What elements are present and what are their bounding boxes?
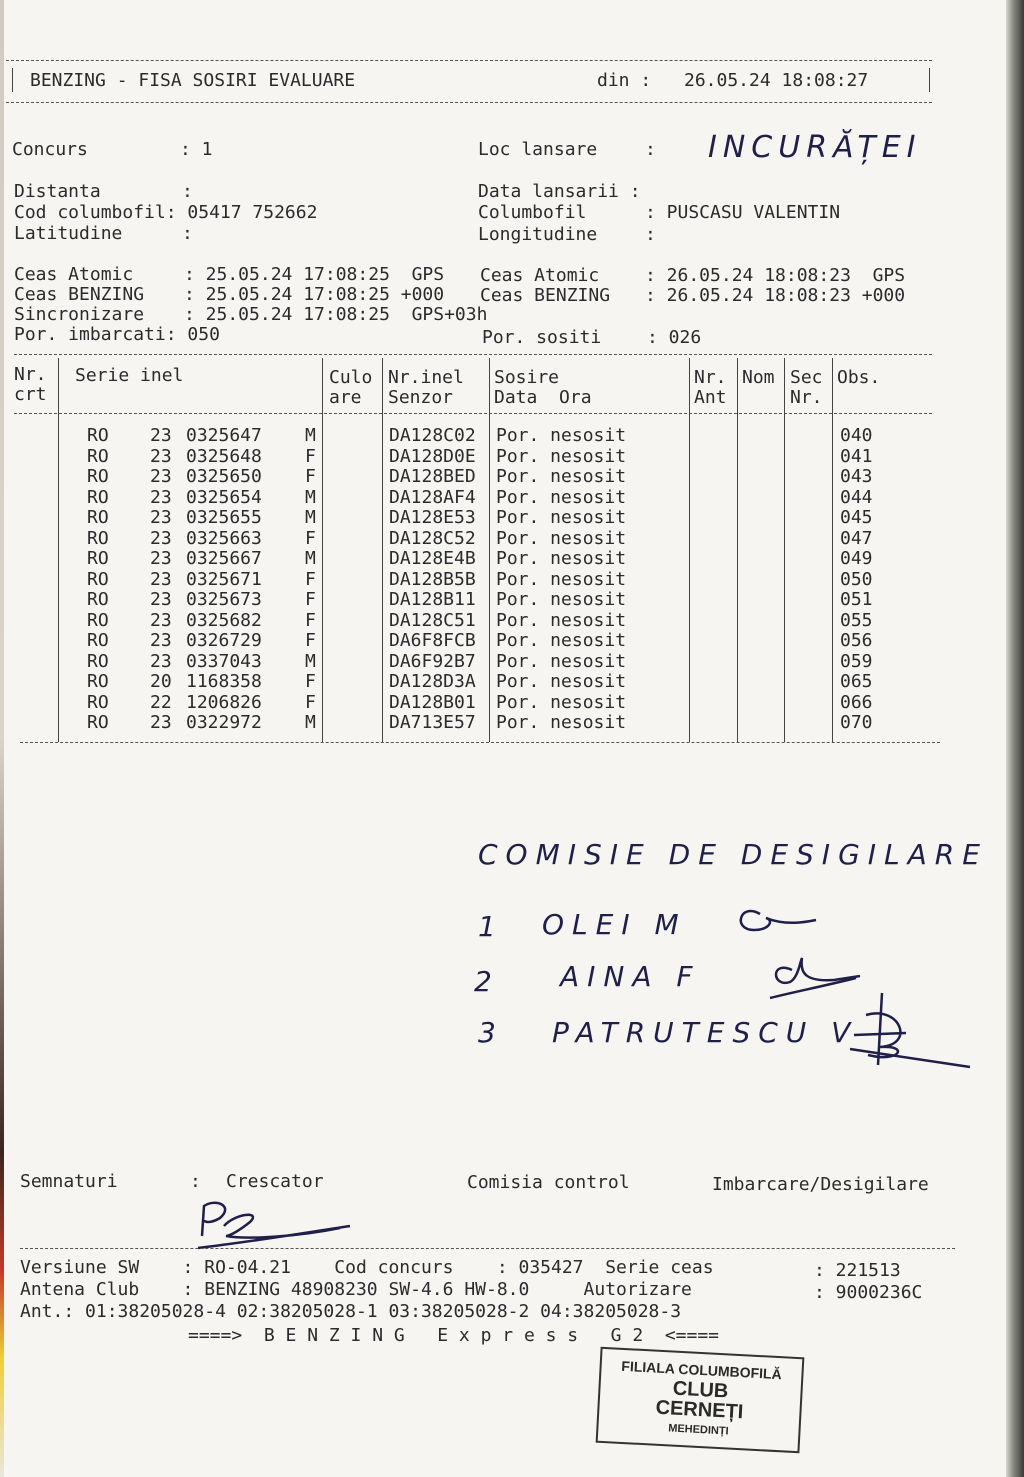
col-header-obs: Obs. — [837, 367, 881, 388]
stamp-line-2: CLUB — [672, 1377, 729, 1403]
stamp-line-3: CERNEȚI — [655, 1396, 744, 1424]
observation-number: 056 — [840, 630, 873, 651]
ring-year: 23 — [150, 650, 172, 672]
ring-year: 23 — [150, 568, 172, 590]
arrival-status: Por. nesosit — [496, 691, 627, 713]
pigeon-sex: F — [305, 445, 316, 467]
col-header-nr-inel: Nr.inel — [388, 367, 464, 388]
table-row — [0, 508, 1010, 528]
ring-year: 22 — [150, 691, 172, 713]
ring-country: RO — [87, 691, 109, 713]
pigeon-sex: M — [305, 712, 316, 733]
col-header-nom: Nom — [742, 367, 775, 388]
ring-year: 23 — [150, 630, 172, 651]
ceas-atomic-start-value: : 25.05.24 17:08:25 GPS — [184, 264, 445, 285]
table-row — [0, 590, 1010, 610]
ring-year: 23 — [150, 712, 172, 733]
stamp-line-1: FILIALA COLUMBOFILĂ — [621, 1357, 783, 1383]
ceas-benzing-start-label: Ceas BENZING — [14, 284, 145, 305]
antena-club-line: Antena Club : BENZING 48908230 SW-4.6 HW-8.0 Autorizare — [20, 1279, 692, 1300]
ceas-atomic-end-label: Ceas Atomic — [480, 265, 600, 286]
observation-number: 070 — [840, 712, 873, 733]
ring-number: 0325654 — [186, 486, 262, 508]
pigeon-sex: M — [305, 548, 316, 569]
commission-member-1-name: OLEI M — [542, 908, 687, 941]
footer-top-rule — [20, 1248, 955, 1249]
col-header-serie: Serie inel — [75, 365, 184, 386]
table-header-rule — [14, 413, 932, 414]
ring-number: 0325671 — [186, 568, 262, 590]
commission-title-handwritten: COMISIE DE DESIGILARE — [478, 838, 988, 871]
ring-country: RO — [87, 507, 109, 528]
ring-year: 23 — [150, 425, 172, 446]
observation-number: 059 — [840, 650, 873, 672]
sincronizare-label: Sincronizare — [14, 304, 145, 325]
sensor-id: DA128BED — [389, 466, 476, 487]
arrival-status: Por. nesosit — [496, 589, 627, 610]
columbofil-value: : PUSCASU VALENTIN — [645, 202, 841, 223]
observation-number: 055 — [840, 609, 873, 631]
arrival-status: Por. nesosit — [496, 466, 627, 487]
ring-number: 0325648 — [186, 445, 262, 467]
ring-year: 20 — [150, 671, 172, 692]
pigeon-sex: F — [305, 466, 316, 487]
observation-number: 044 — [840, 486, 873, 508]
sincronizare-value: : 25.05.24 17:08:25 GPS+03h — [184, 304, 488, 325]
arrival-status: Por. nesosit — [496, 486, 627, 508]
ring-number: 0337043 — [186, 650, 262, 672]
latitudine-label: Latitudine — [14, 223, 123, 244]
porumbei-sositi-value: : 026 — [647, 327, 702, 348]
ring-country: RO — [87, 609, 109, 631]
observation-number: 066 — [840, 691, 873, 713]
ring-number: 0325655 — [186, 507, 262, 528]
col-header-culoare-2: are — [329, 387, 362, 408]
document-title: BENZING - FISA SOSIRI EVALUARE — [30, 70, 356, 91]
ceas-benzing-end-value: : 26.05.24 18:08:23 +000 — [645, 285, 906, 306]
arrival-status: Por. nesosit — [496, 568, 627, 590]
commission-member-3-name: PATRUTESCU V — [552, 1016, 859, 1049]
ring-number: 0325663 — [186, 527, 262, 549]
col-header-culoare-1: Culo — [329, 367, 373, 388]
col-header-sec: Sec — [790, 367, 823, 388]
arrival-status: Por. nesosit — [496, 630, 627, 651]
commission-member-2-name: AINA F — [560, 960, 701, 993]
commission-member-2-number: 2 — [474, 965, 500, 998]
paper-edge-left — [0, 0, 4, 1477]
pigeon-sex: M — [305, 650, 316, 672]
print-datetime: 26.05.24 18:08:27 — [684, 70, 869, 91]
ring-number: 0325647 — [186, 425, 262, 446]
longitudine-label: Longitudine — [478, 224, 598, 245]
ring-number: 0325673 — [186, 589, 262, 610]
pigeon-sex: F — [305, 609, 316, 631]
table-row — [0, 549, 1010, 569]
signature-crescator — [190, 1196, 360, 1256]
table-row — [0, 652, 1010, 672]
ring-country: RO — [87, 568, 109, 590]
observation-number: 047 — [840, 527, 873, 549]
table-row — [0, 426, 1010, 446]
porumbei-imbarcati: Por. imbarcati: 050 — [14, 324, 220, 345]
header-top-rule — [6, 60, 932, 61]
concurs-label: Concurs — [12, 139, 88, 160]
ring-country: RO — [87, 466, 109, 487]
antenna-list: Ant.: 01:38205028-4 02:38205028-1 03:38205028-2 04:38205028-3 — [20, 1301, 682, 1322]
sensor-id: DA128B5B — [389, 568, 476, 590]
ring-year: 23 — [150, 466, 172, 487]
semnaturi-sep: : — [190, 1171, 201, 1192]
cod-columbofil: Cod columbofil: 05417 752662 — [14, 202, 318, 223]
sensor-id: DA128C02 — [389, 425, 476, 446]
commission-member-3-number: 3 — [478, 1016, 504, 1049]
sensor-id: DA6F8FCB — [389, 630, 476, 651]
versiune-sw-line: Versiune SW : RO-04.21 Cod concurs : 035427 Serie ceas — [20, 1257, 714, 1278]
ring-country: RO — [87, 589, 109, 610]
observation-number: 051 — [840, 589, 873, 610]
longitudine-sep: : — [645, 224, 656, 245]
data-lansarii-label: Data lansarii : — [478, 181, 641, 202]
ring-country: RO — [87, 527, 109, 549]
semnaturi-label: Semnaturi — [20, 1171, 118, 1192]
ring-year: 23 — [150, 589, 172, 610]
table-row — [0, 488, 1010, 508]
ceas-benzing-end-label: Ceas BENZING — [480, 285, 611, 306]
benzing-express-brand: ====> B E N Z I N G E x p r e s s G 2 <==== — [188, 1325, 720, 1346]
serie-ceas-value: : 221513 — [814, 1260, 901, 1281]
ring-year: 23 — [150, 548, 172, 569]
header-bottom-rule — [6, 102, 932, 103]
observation-number: 040 — [840, 425, 873, 446]
sensor-id: DA6F92B7 — [389, 650, 476, 672]
ring-number: 0326729 — [186, 630, 262, 651]
arrival-status: Por. nesosit — [496, 609, 627, 631]
distanta-sep: : — [182, 181, 193, 202]
sensor-id: DA128E53 — [389, 507, 476, 528]
ring-country: RO — [87, 650, 109, 672]
sensor-id: DA128C52 — [389, 527, 476, 549]
table-row — [0, 672, 1010, 692]
ring-country: RO — [87, 486, 109, 508]
table-row — [0, 693, 1010, 713]
ceas-benzing-start-value: : 25.05.24 17:08:25 +000 — [184, 284, 445, 305]
ring-year: 23 — [150, 486, 172, 508]
observation-number: 045 — [840, 507, 873, 528]
col-header-senzor: Senzor — [388, 387, 454, 408]
col-header-data-ora: Data Ora — [494, 387, 592, 408]
col-header-crt: crt — [14, 384, 47, 405]
ring-year: 23 — [150, 527, 172, 549]
ceas-atomic-start-label: Ceas Atomic — [14, 264, 134, 285]
loc-lansare-handwritten: INCURĂȚEI — [708, 130, 922, 165]
pigeon-sex: F — [305, 568, 316, 590]
din-label: din : — [597, 70, 652, 91]
table-row — [0, 631, 1010, 651]
pigeon-sex: F — [305, 691, 316, 713]
arrival-status: Por. nesosit — [496, 425, 627, 446]
col-header-sosire: Sosire — [494, 367, 560, 388]
signature-member-1 — [730, 900, 830, 940]
sensor-id: DA128C51 — [389, 609, 476, 631]
arrival-status: Por. nesosit — [496, 671, 627, 692]
table-top-rule — [14, 354, 932, 355]
pigeon-sex: M — [305, 486, 316, 508]
pigeon-sex: F — [305, 630, 316, 651]
distanta-label: Distanta — [14, 181, 101, 202]
table-bottom-rule — [20, 742, 940, 743]
pigeon-sex: F — [305, 527, 316, 549]
arrival-status: Por. nesosit — [496, 507, 627, 528]
ring-country: RO — [87, 425, 109, 446]
col-header-ant: Ant — [694, 387, 727, 408]
ring-number: 0325650 — [186, 466, 262, 487]
ring-number: 1206826 — [186, 691, 262, 713]
crescator-label: Crescator — [226, 1171, 324, 1192]
table-row — [0, 529, 1010, 549]
ceas-atomic-end-value: : 26.05.24 18:08:23 GPS — [645, 265, 906, 286]
sensor-id: DA128B11 — [389, 589, 476, 610]
col-header-nr: Nr. — [14, 364, 47, 385]
stamp-line-4: MEHEDINȚI — [667, 1422, 729, 1438]
loc-lansare-sep: : — [645, 139, 656, 160]
commission-member-1-number: 1 — [478, 910, 504, 943]
pigeon-sex: M — [305, 507, 316, 528]
sensor-id: DA128D3A — [389, 671, 476, 692]
arrival-status: Por. nesosit — [496, 712, 627, 733]
ring-number: 0325682 — [186, 609, 262, 631]
table-row — [0, 467, 1010, 487]
ring-country: RO — [87, 630, 109, 651]
imbarcare-desigilare-label: Imbarcare/Desigilare — [712, 1174, 929, 1195]
ring-year: 23 — [150, 445, 172, 467]
autorizare-value: : 9000236C — [814, 1282, 923, 1303]
ring-number: 0325667 — [186, 548, 262, 569]
ring-year: 23 — [150, 609, 172, 631]
sensor-id: DA128B01 — [389, 691, 476, 713]
loc-lansare-label: Loc lansare — [478, 139, 598, 160]
ring-number: 0322972 — [186, 712, 262, 733]
columbofil-label: Columbofil — [478, 202, 587, 223]
sensor-id: DA128AF4 — [389, 486, 476, 508]
signature-member-3 — [820, 985, 990, 1075]
comisia-control-label: Comisia control — [467, 1172, 630, 1193]
observation-number: 049 — [840, 548, 873, 569]
sensor-id: DA128D0E — [389, 445, 476, 467]
porumbei-sositi-label: Por. sositi — [482, 327, 602, 348]
pigeon-sex: F — [305, 671, 316, 692]
arrival-status: Por. nesosit — [496, 527, 627, 549]
table-row — [0, 447, 1010, 467]
pigeon-sex: F — [305, 589, 316, 610]
observation-number: 043 — [840, 466, 873, 487]
header-left-border — [12, 68, 13, 92]
observation-number: 050 — [840, 568, 873, 590]
ring-country: RO — [87, 548, 109, 569]
table-row — [0, 611, 1010, 631]
concurs-value: : 1 — [180, 139, 213, 160]
sensor-id: DA128E4B — [389, 548, 476, 569]
paper-edge-right — [1006, 0, 1024, 1477]
col-header-nr-ant: Nr. — [694, 367, 727, 388]
ring-number: 1168358 — [186, 671, 262, 692]
observation-number: 065 — [840, 671, 873, 692]
sensor-id: DA713E57 — [389, 712, 476, 733]
table-row — [0, 570, 1010, 590]
header-right-border — [929, 68, 930, 92]
arrival-status: Por. nesosit — [496, 650, 627, 672]
arrival-status: Por. nesosit — [496, 548, 627, 569]
col-header-sec-nr: Nr. — [790, 387, 823, 408]
observation-number: 041 — [840, 445, 873, 467]
pigeon-sex: M — [305, 425, 316, 446]
ring-country: RO — [87, 671, 109, 692]
table-row — [0, 713, 1010, 733]
ring-country: RO — [87, 445, 109, 467]
ring-year: 23 — [150, 507, 172, 528]
ring-country: RO — [87, 712, 109, 733]
arrival-status: Por. nesosit — [496, 445, 627, 467]
latitudine-sep: : — [182, 223, 193, 244]
club-stamp — [596, 1347, 805, 1454]
